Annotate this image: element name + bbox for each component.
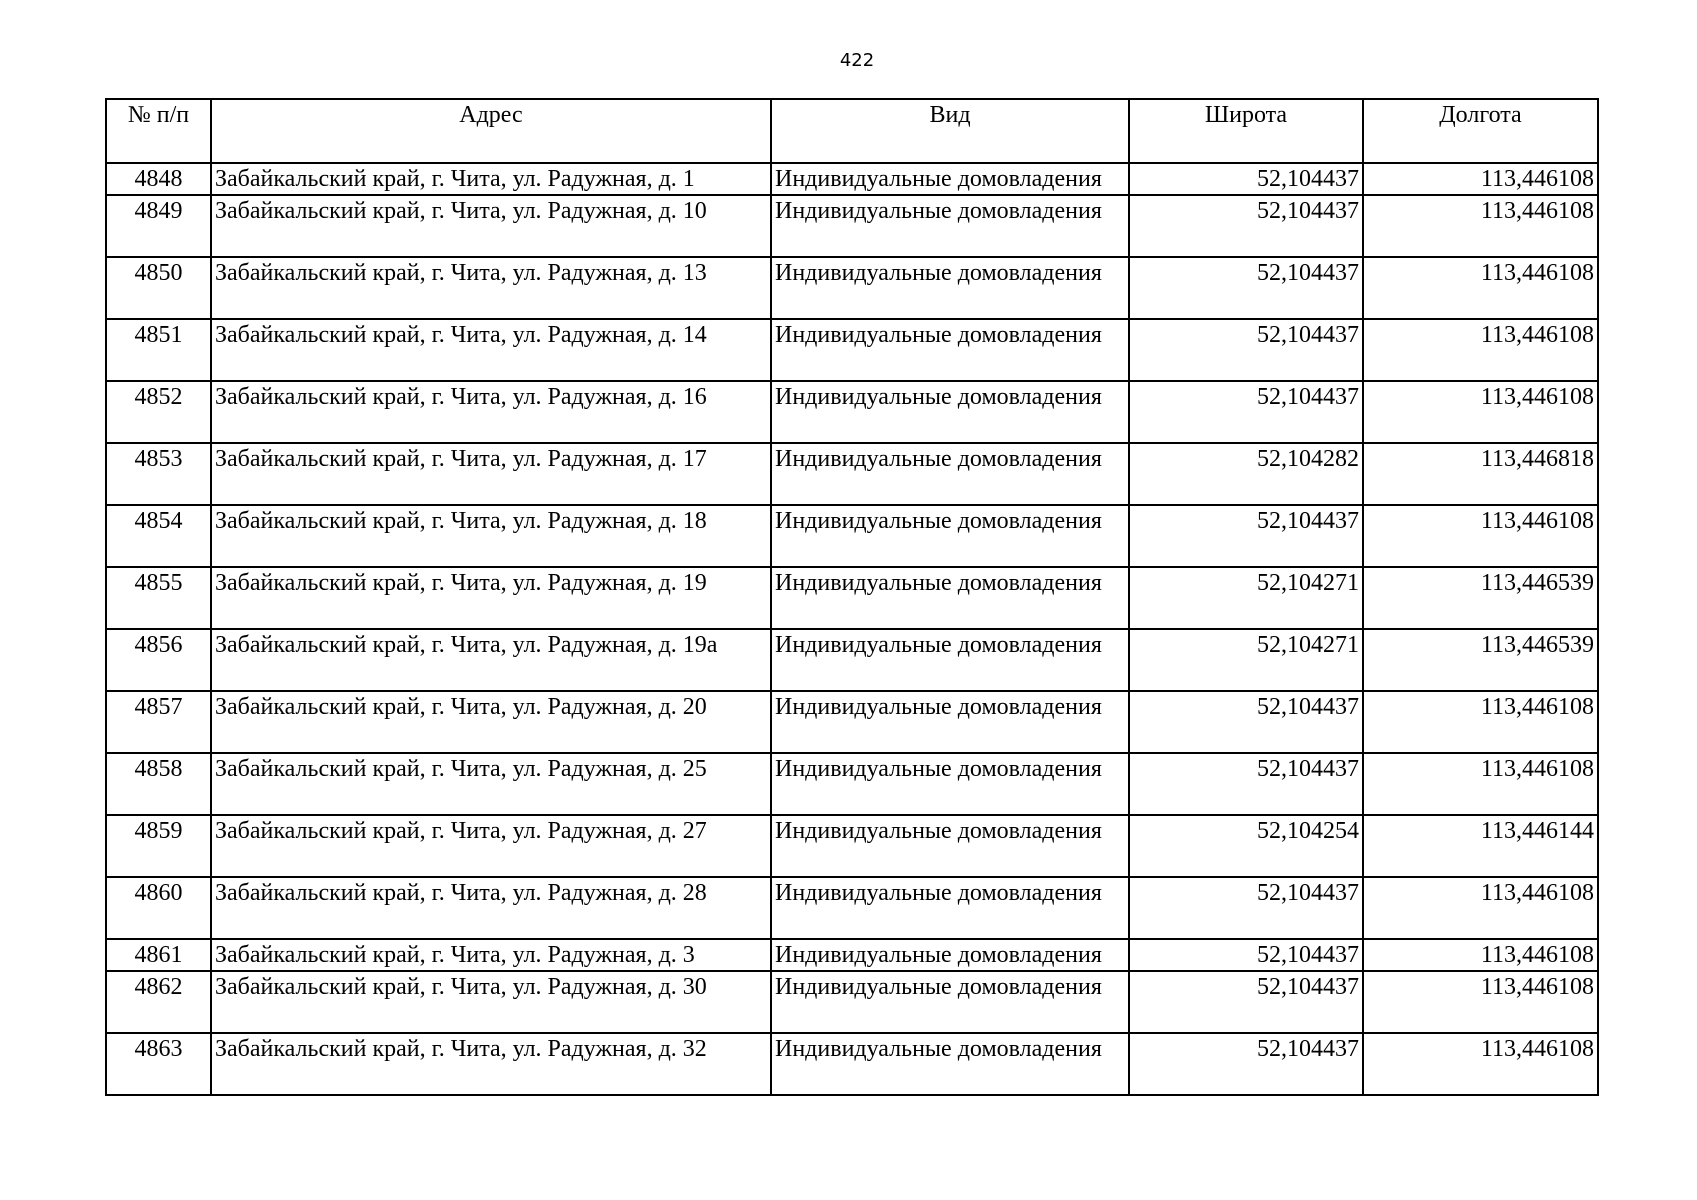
cell-num: 4856: [106, 629, 211, 691]
table-row: [106, 753, 1598, 815]
cell-address: Забайкальский край, г. Чита, ул. Радужная, д. 18: [211, 505, 771, 567]
cell-longitude: 113,446539: [1363, 629, 1598, 691]
cell-address: Забайкальский край, г. Чита, ул. Радужная, д. 14: [211, 319, 771, 381]
cell-longitude: 113,446108: [1363, 163, 1598, 195]
cell-longitude: 113,446818: [1363, 443, 1598, 505]
header-num: № п/п: [106, 99, 211, 163]
cell-longitude: 113,446539: [1363, 567, 1598, 629]
cell-longitude: 113,446108: [1363, 381, 1598, 443]
cell-latitude: 52,104437: [1129, 505, 1363, 567]
table-row: [106, 815, 1598, 877]
cell-num: 4862: [106, 971, 211, 1033]
header-address: Адрес: [211, 99, 771, 163]
cell-kind: Индивидуальные домовладения: [771, 505, 1129, 567]
cell-address: Забайкальский край, г. Чита, ул. Радужная, д. 30: [211, 971, 771, 1033]
table-row: [106, 163, 1598, 195]
cell-num: 4861: [106, 939, 211, 971]
cell-latitude: 52,104437: [1129, 753, 1363, 815]
table-row: [106, 877, 1598, 939]
cell-address: Забайкальский край, г. Чита, ул. Радужная, д. 3: [211, 939, 771, 971]
cell-longitude: 113,446108: [1363, 195, 1598, 257]
table-row: [106, 443, 1598, 505]
cell-latitude: 52,104437: [1129, 381, 1363, 443]
address-table: [105, 98, 1599, 1096]
cell-kind: Индивидуальные домовладения: [771, 939, 1129, 971]
cell-kind: Индивидуальные домовладения: [771, 567, 1129, 629]
cell-kind: Индивидуальные домовладения: [771, 443, 1129, 505]
cell-latitude: 52,104437: [1129, 163, 1363, 195]
cell-kind: Индивидуальные домовладения: [771, 319, 1129, 381]
cell-kind: Индивидуальные домовладения: [771, 877, 1129, 939]
header-latitude: Широта: [1129, 99, 1363, 163]
cell-latitude: 52,104437: [1129, 1033, 1363, 1095]
cell-num: 4854: [106, 505, 211, 567]
cell-num: 4849: [106, 195, 211, 257]
cell-latitude: 52,104437: [1129, 939, 1363, 971]
header-kind: Вид: [771, 99, 1129, 163]
table-row: [106, 629, 1598, 691]
header-longitude: Долгота: [1363, 99, 1598, 163]
cell-latitude: 52,104437: [1129, 319, 1363, 381]
cell-num: 4851: [106, 319, 211, 381]
cell-num: 4863: [106, 1033, 211, 1095]
cell-address: Забайкальский край, г. Чита, ул. Радужная, д. 32: [211, 1033, 771, 1095]
table-row: [106, 939, 1598, 971]
table-row: [106, 691, 1598, 753]
cell-latitude: 52,104271: [1129, 629, 1363, 691]
cell-kind: Индивидуальные домовладения: [771, 971, 1129, 1033]
cell-address: Забайкальский край, г. Чита, ул. Радужная, д. 1: [211, 163, 771, 195]
cell-longitude: 113,446108: [1363, 753, 1598, 815]
cell-address: Забайкальский край, г. Чита, ул. Радужная, д. 25: [211, 753, 771, 815]
cell-longitude: 113,446144: [1363, 815, 1598, 877]
page-number: 422: [839, 50, 875, 71]
cell-longitude: 113,446108: [1363, 691, 1598, 753]
cell-kind: Индивидуальные домовладения: [771, 257, 1129, 319]
cell-kind: Индивидуальные домовладения: [771, 815, 1129, 877]
cell-latitude: 52,104254: [1129, 815, 1363, 877]
cell-latitude: 52,104271: [1129, 567, 1363, 629]
cell-address: Забайкальский край, г. Чита, ул. Радужная, д. 13: [211, 257, 771, 319]
cell-longitude: 113,446108: [1363, 319, 1598, 381]
cell-longitude: 113,446108: [1363, 257, 1598, 319]
cell-num: 4850: [106, 257, 211, 319]
table-body: [106, 163, 1598, 1095]
cell-kind: Индивидуальные домовладения: [771, 691, 1129, 753]
table-header-row: [106, 99, 1598, 163]
cell-num: 4853: [106, 443, 211, 505]
cell-address: Забайкальский край, г. Чита, ул. Радужная, д. 10: [211, 195, 771, 257]
table-row: [106, 971, 1598, 1033]
cell-num: 4852: [106, 381, 211, 443]
cell-address: Забайкальский край, г. Чита, ул. Радужная, д. 19а: [211, 629, 771, 691]
cell-latitude: 52,104437: [1129, 971, 1363, 1033]
cell-num: 4857: [106, 691, 211, 753]
cell-kind: Индивидуальные домовладения: [771, 195, 1129, 257]
cell-latitude: 52,104437: [1129, 877, 1363, 939]
table-row: [106, 1033, 1598, 1095]
cell-latitude: 52,104437: [1129, 691, 1363, 753]
cell-longitude: 113,446108: [1363, 505, 1598, 567]
cell-address: Забайкальский край, г. Чита, ул. Радужная, д. 16: [211, 381, 771, 443]
cell-latitude: 52,104437: [1129, 257, 1363, 319]
cell-longitude: 113,446108: [1363, 1033, 1598, 1095]
cell-kind: Индивидуальные домовладения: [771, 381, 1129, 443]
table-row: [106, 381, 1598, 443]
cell-longitude: 113,446108: [1363, 877, 1598, 939]
cell-address: Забайкальский край, г. Чита, ул. Радужная, д. 20: [211, 691, 771, 753]
cell-address: Забайкальский край, г. Чита, ул. Радужная, д. 19: [211, 567, 771, 629]
cell-num: 4855: [106, 567, 211, 629]
table-row: [106, 319, 1598, 381]
cell-longitude: 113,446108: [1363, 971, 1598, 1033]
cell-address: Забайкальский край, г. Чита, ул. Радужная, д. 17: [211, 443, 771, 505]
cell-num: 4858: [106, 753, 211, 815]
cell-latitude: 52,104437: [1129, 195, 1363, 257]
cell-num: 4860: [106, 877, 211, 939]
cell-latitude: 52,104282: [1129, 443, 1363, 505]
cell-num: 4848: [106, 163, 211, 195]
cell-kind: Индивидуальные домовладения: [771, 1033, 1129, 1095]
table-row: [106, 505, 1598, 567]
cell-kind: Индивидуальные домовладения: [771, 753, 1129, 815]
cell-kind: Индивидуальные домовладения: [771, 629, 1129, 691]
cell-longitude: 113,446108: [1363, 939, 1598, 971]
cell-address: Забайкальский край, г. Чита, ул. Радужная, д. 27: [211, 815, 771, 877]
table-row: [106, 195, 1598, 257]
cell-address: Забайкальский край, г. Чита, ул. Радужная, д. 28: [211, 877, 771, 939]
cell-num: 4859: [106, 815, 211, 877]
cell-kind: Индивидуальные домовладения: [771, 163, 1129, 195]
table-row: [106, 567, 1598, 629]
table-row: [106, 257, 1598, 319]
